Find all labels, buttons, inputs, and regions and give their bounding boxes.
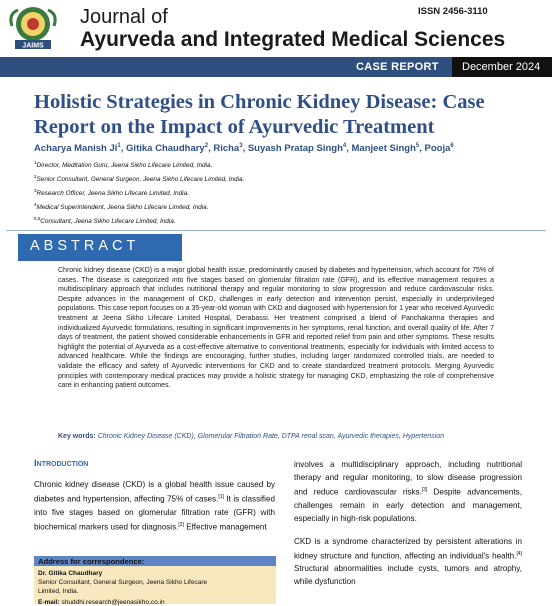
- keywords: [58, 432, 498, 442]
- affiliation: [34, 174, 244, 183]
- intro-text: Despite advancements, challenges remain in early detection and management, especially in high-risk populations.: [294, 487, 522, 523]
- affiliation-text: Director, Meditation Guru, Jeena Sikho Lifecare Limited, India.: [36, 162, 213, 170]
- affiliation-text: Medical Superintendent, Jeena Sikho Lifecare Limited, India.: [36, 204, 209, 212]
- affiliation-sup: 1: [34, 160, 37, 165]
- affiliation: [34, 216, 176, 225]
- intro-text: Chronic kidney disease (CKD) is a global health issue caused by diabetes and hypertension, affecting 75% of cases.: [34, 480, 275, 504]
- author-name: Pooja: [424, 143, 451, 155]
- correspondence-line: Limited, India.: [38, 588, 79, 595]
- citation: [3]: [421, 487, 428, 493]
- correspondence-email: [38, 599, 165, 606]
- intro-text: CKD is a syndrome characterized by persistent alterations in kidney structure and function, affecting an individual's health.: [294, 536, 522, 561]
- abstract-body: Chronic kidney disease (CKD) is a major global health issue, predominantly caused by diabetes and hypertension, which account for 75% of cases. The disease is categorized into five stages based on glomerular filtration rate (GFR), and its effective management requires a multidisciplinary approach that includes nutritional therapy and regular monitoring to slow progression and reduce cardiovascular risks. Despite advances in the management of CKD, challenges in early detection and intervention persist, especially in underprivileged populations. This case report focuses on a 35-year-old woman with CKD and diagnosed with hypertension for 1 year who received Ayurvedic treatment at Jeena Sikho Lifecare Limited Hospital, Derabassi. Her treatment comprised a blend of Panchakarma therapies and individualized Ayurvedic formulations, resulting in significant improvements in her symptoms, renal function, and overall quality of life. After 7 days of treatment, the patient showed considerable enhancements in GFR and reported relief from pain and other symptoms. These results highlight the potential of Ayurveda as a cost-effective alternative to conventional treatments, especially for individuals with limited access to advanced healthcare. While the findings are encouraging, further studies, including larger randomized controlled trials, are needed to validate the efficacy and safety of Ayurvedic interventions for CKD and to create standardized treatment protocols. Merging Ayurvedic principles with contemporary medical practices may provide a holistic strategy for managing CKD, emphasizing the role of comprehensive care in enhancing patient outcomes.: [58, 267, 494, 390]
- keywords-label: Key words:: [58, 433, 96, 440]
- intro-left-column: [34, 478, 275, 533]
- email-label: E-mail:: [38, 599, 60, 606]
- intro-paragraph: [294, 458, 522, 525]
- author-name: Richa: [213, 143, 240, 155]
- issue-date: December 2024: [462, 61, 541, 73]
- intro-text: involves a multidisciplinary approach, including nutritional therapy and regular monitoring, to slow disease progression and reduce cardiovascular risks.: [294, 460, 522, 497]
- affiliation-sup: 5,6: [34, 216, 41, 221]
- author-list: Acharya Manish Ji$^1$, Gitika Chaudhary$^2$, Richa$^3$, Suyash Pratap Singh$^4$, Manjeet Singh$^5$, Pooja$^6$: [34, 143, 454, 155]
- citation: [4]: [516, 550, 522, 557]
- affiliation: [34, 160, 212, 169]
- affiliation-sup: 3: [34, 188, 37, 193]
- author-name: Acharya Manish Ji: [34, 143, 118, 155]
- affiliation-sup: 2: [34, 174, 37, 179]
- issn: ISSN 2456-3110: [418, 6, 488, 17]
- author-sup: 2: [204, 143, 209, 149]
- affiliation: [34, 188, 189, 197]
- affiliation-text: Consultant, Jeena Sikho Lifecare Limited, India.: [40, 218, 176, 226]
- author-sup: 5: [415, 143, 420, 149]
- correspondence-line: Senior Consultant, General Surgeon, Jeena Sikho Lifecare: [38, 579, 208, 586]
- affiliation-text: Senior Consultant, General Surgeon, Jeena Sikho Lifecare Limited, India.: [36, 176, 245, 184]
- author-sup: 3: [239, 143, 243, 149]
- journal-title-line2: Ayurveda and Integrated Medical Sciences: [80, 28, 506, 51]
- keywords-list: Chronic Kidney Disease (CKD), Glomerular Filtration Rate, DTPA renal scan, Ayurvedic therapies, Hypertension: [97, 433, 445, 440]
- article-title: [34, 90, 534, 140]
- author-name: Manjeet Singh: [351, 143, 416, 155]
- citation: [2]: [178, 521, 184, 528]
- article-title-line2: Report on the Impact of Ayurvedic Treatment: [34, 116, 435, 138]
- author-name: Gitika Chaudhary: [126, 143, 205, 155]
- citation: [1]: [218, 494, 224, 500]
- journal-logo: [4, 4, 62, 50]
- affiliation-text: Research Officer, Jeena Sikho Lifecare Limited, India.: [36, 190, 189, 198]
- intro-text: Structural abnormalities include cysts, tumors and atrophy, while dysfunction: [294, 564, 522, 587]
- intro-text: Effective management: [183, 522, 267, 532]
- correspondence-title: Address for correspondence:: [38, 557, 145, 566]
- case-report-label: CASE REPORT: [356, 61, 439, 73]
- author-name: Suyash Pratap Singh: [247, 143, 343, 155]
- intro-right-column: [294, 458, 522, 588]
- email-address[interactable]: shuddhi.research@jeenasikho.co.in: [61, 599, 165, 606]
- intro-text: It is classified into five stages based on glomerular filtration rate (GFR) with biochemical markers used for diagnosis.: [34, 494, 275, 532]
- section-divider: [6, 230, 546, 231]
- author-sup: 4: [342, 143, 347, 149]
- affiliation: [34, 202, 208, 211]
- abstract-heading: ABSTRACT: [30, 238, 140, 254]
- article-title-line1: Holistic Strategies in Chronic Kidney Disease: Case: [34, 91, 485, 113]
- author-sup: 6: [450, 143, 454, 149]
- logo-text: JAIMS: [22, 42, 44, 50]
- introduction-heading: Introduction: [34, 458, 89, 469]
- correspondence-name: Dr. Gitika Chaudhary: [38, 570, 103, 577]
- journal-title-line1: Journal of: [80, 6, 168, 28]
- author-sup: 1: [117, 143, 121, 149]
- intro-paragraph: [294, 535, 522, 589]
- affiliation-sup: 4: [34, 202, 37, 207]
